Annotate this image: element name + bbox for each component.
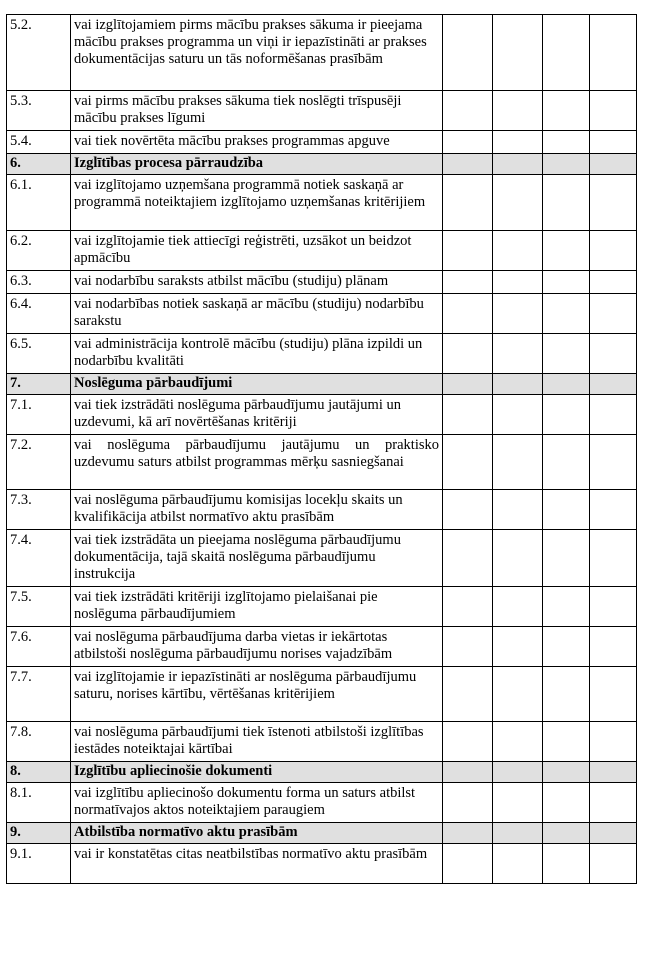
- answer-cell-4: [590, 530, 637, 587]
- answer-cell-4: [590, 844, 637, 884]
- answer-cell-2: [493, 722, 543, 762]
- table-row: [7, 627, 637, 667]
- answer-cell-3: [543, 154, 590, 175]
- answer-cell-3: [543, 374, 590, 395]
- section-row: [7, 374, 637, 395]
- item-number: 6.2.: [7, 231, 71, 271]
- answer-cell-3: [543, 131, 590, 154]
- table-row: [7, 667, 637, 722]
- item-number: 5.3.: [7, 91, 71, 131]
- answer-cell-2: [493, 334, 543, 374]
- answer-cell-1: [443, 395, 493, 435]
- item-number: 7.3.: [7, 490, 71, 530]
- table-row: [7, 175, 637, 231]
- item-number: 6.1.: [7, 175, 71, 231]
- answer-cell-2: [493, 844, 543, 884]
- answer-cell-4: [590, 175, 637, 231]
- table-row: [7, 783, 637, 823]
- item-number: 7.6.: [7, 627, 71, 667]
- item-text: vai nodarbību saraksts atbilst mācību (studiju) plānam: [71, 271, 443, 294]
- answer-cell-3: [543, 294, 590, 334]
- answer-cell-2: [493, 91, 543, 131]
- item-text: vai nodarbības notiek saskaņā ar mācību (studiju) nodarbību sarakstu: [71, 294, 443, 334]
- item-number: 8.1.: [7, 783, 71, 823]
- item-number: 5.2.: [7, 15, 71, 91]
- item-text: vai pirms mācību prakses sākuma tiek noslēgti trīspusēji mācību prakses līgumi: [71, 91, 443, 131]
- section-title: Izglītības procesa pārraudzība: [71, 154, 443, 175]
- item-number: 7.7.: [7, 667, 71, 722]
- answer-cell-4: [590, 91, 637, 131]
- section-title: Izglītību apliecinošie dokumenti: [71, 762, 443, 783]
- item-number: 7.1.: [7, 395, 71, 435]
- answer-cell-4: [590, 395, 637, 435]
- table-row: [7, 91, 637, 131]
- answer-cell-4: [590, 374, 637, 395]
- answer-cell-2: [493, 762, 543, 783]
- answer-cell-4: [590, 294, 637, 334]
- answer-cell-2: [493, 374, 543, 395]
- table-row: [7, 294, 637, 334]
- item-text: vai noslēguma pārbaudījuma darba vietas ir iekārtotas atbilstoši noslēguma pārbaudījumu norises vajadzībām: [71, 627, 443, 667]
- answer-cell-4: [590, 823, 637, 844]
- answer-cell-3: [543, 587, 590, 627]
- item-number: 7.: [7, 374, 71, 395]
- answer-cell-2: [493, 783, 543, 823]
- answer-cell-2: [493, 15, 543, 91]
- answer-cell-3: [543, 334, 590, 374]
- table-row: [7, 231, 637, 271]
- section-row: [7, 762, 637, 783]
- answer-cell-3: [543, 762, 590, 783]
- checklist-rows: [7, 15, 637, 884]
- answer-cell-4: [590, 587, 637, 627]
- answer-cell-3: [543, 175, 590, 231]
- section-title: Atbilstība normatīvo aktu prasībām: [71, 823, 443, 844]
- item-text: vai izglītojamie ir iepazīstināti ar noslēguma pārbaudījumu saturu, norises kārtību, vērtēšanas kritērijiem: [71, 667, 443, 722]
- answer-cell-4: [590, 435, 637, 490]
- table-row: [7, 395, 637, 435]
- answer-cell-3: [543, 91, 590, 131]
- answer-cell-2: [493, 667, 543, 722]
- table-row: [7, 490, 637, 530]
- answer-cell-1: [443, 334, 493, 374]
- answer-cell-3: [543, 231, 590, 271]
- answer-cell-1: [443, 530, 493, 587]
- document-page: [6, 14, 637, 884]
- answer-cell-2: [493, 175, 543, 231]
- answer-cell-2: [493, 627, 543, 667]
- item-number: 7.2.: [7, 435, 71, 490]
- answer-cell-1: [443, 131, 493, 154]
- answer-cell-1: [443, 435, 493, 490]
- answer-cell-4: [590, 490, 637, 530]
- answer-cell-3: [543, 435, 590, 490]
- answer-cell-2: [493, 530, 543, 587]
- answer-cell-2: [493, 435, 543, 490]
- answer-cell-4: [590, 131, 637, 154]
- answer-cell-4: [590, 231, 637, 271]
- item-text: vai tiek izstrādāta un pieejama noslēguma pārbaudījumu dokumentācija, tajā skaitā noslēguma pārbaudījumu instrukcija: [71, 530, 443, 587]
- answer-cell-4: [590, 334, 637, 374]
- item-text: vai izglītību apliecinošo dokumentu forma un saturs atbilst normatīvajos aktos noteiktajiem paraugiem: [71, 783, 443, 823]
- answer-cell-4: [590, 783, 637, 823]
- answer-cell-3: [543, 667, 590, 722]
- item-number: 8.: [7, 762, 71, 783]
- item-number: 9.: [7, 823, 71, 844]
- answer-cell-4: [590, 271, 637, 294]
- table-row: [7, 587, 637, 627]
- answer-cell-1: [443, 844, 493, 884]
- answer-cell-1: [443, 667, 493, 722]
- item-text: vai ir konstatētas citas neatbilstības normatīvo aktu prasībām: [71, 844, 443, 884]
- item-number: 7.5.: [7, 587, 71, 627]
- item-text: vai izglītojamie tiek attiecīgi reģistrēti, uzsākot un beidzot apmācību: [71, 231, 443, 271]
- item-number: 6.4.: [7, 294, 71, 334]
- item-text: vai tiek novērtēta mācību prakses programmas apguve: [71, 131, 443, 154]
- answer-cell-4: [590, 627, 637, 667]
- item-number: 6.3.: [7, 271, 71, 294]
- item-text: vai noslēguma pārbaudījumi tiek īstenoti atbilstoši izglītības iestādes noteiktajai kārtībai: [71, 722, 443, 762]
- item-text: vai izglītojamo uzņemšana programmā notiek saskaņā ar programmā noteiktajiem izglītojamo uzņemšanas kritērijiem: [71, 175, 443, 231]
- item-text: vai tiek izstrādāti kritēriji izglītojamo pielaišanai pie noslēguma pārbaudījumiem: [71, 587, 443, 627]
- answer-cell-4: [590, 15, 637, 91]
- answer-cell-2: [493, 131, 543, 154]
- answer-cell-3: [543, 395, 590, 435]
- table-row: [7, 271, 637, 294]
- answer-cell-2: [493, 490, 543, 530]
- answer-cell-1: [443, 627, 493, 667]
- table-row: [7, 435, 637, 490]
- answer-cell-3: [543, 823, 590, 844]
- answer-cell-1: [443, 231, 493, 271]
- item-number: 6.: [7, 154, 71, 175]
- table-row: [7, 131, 637, 154]
- answer-cell-3: [543, 490, 590, 530]
- answer-cell-2: [493, 231, 543, 271]
- answer-cell-2: [493, 271, 543, 294]
- item-text: vai administrācija kontrolē mācību (studiju) plāna izpildi un nodarbību kvalitāti: [71, 334, 443, 374]
- section-title: Noslēguma pārbaudījumi: [71, 374, 443, 395]
- answer-cell-3: [543, 844, 590, 884]
- answer-cell-3: [543, 627, 590, 667]
- answer-cell-1: [443, 175, 493, 231]
- answer-cell-1: [443, 722, 493, 762]
- answer-cell-1: [443, 271, 493, 294]
- answer-cell-4: [590, 154, 637, 175]
- table-row: [7, 722, 637, 762]
- item-number: 9.1.: [7, 844, 71, 884]
- answer-cell-1: [443, 294, 493, 334]
- section-row: [7, 823, 637, 844]
- answer-cell-3: [543, 783, 590, 823]
- answer-cell-2: [493, 395, 543, 435]
- answer-cell-1: [443, 374, 493, 395]
- answer-cell-1: [443, 15, 493, 91]
- answer-cell-1: [443, 154, 493, 175]
- answer-cell-4: [590, 667, 637, 722]
- item-number: 6.5.: [7, 334, 71, 374]
- item-text: vai noslēguma pārbaudījumu komisijas locekļu skaits un kvalifikācija atbilst normatīvo aktu prasībām: [71, 490, 443, 530]
- answer-cell-3: [543, 530, 590, 587]
- answer-cell-1: [443, 762, 493, 783]
- table-row: [7, 530, 637, 587]
- answer-cell-4: [590, 722, 637, 762]
- answer-cell-1: [443, 823, 493, 844]
- table-row: [7, 334, 637, 374]
- item-number: 7.8.: [7, 722, 71, 762]
- table-row: [7, 844, 637, 884]
- table-row: [7, 15, 637, 91]
- answer-cell-3: [543, 271, 590, 294]
- section-row: [7, 154, 637, 175]
- item-text: vai izglītojamiem pirms mācību prakses sākuma ir pieejama mācību prakses programma un viņi ir iepazīstināti ar prakses dokumentācijas saturu un tās noformēšanas prasībām: [71, 15, 443, 91]
- item-number: 7.4.: [7, 530, 71, 587]
- answer-cell-1: [443, 587, 493, 627]
- answer-cell-2: [493, 587, 543, 627]
- answer-cell-3: [543, 722, 590, 762]
- item-text: vai tiek izstrādāti noslēguma pārbaudījumu jautājumi un uzdevumi, kā arī novērtēšanas kritēriji: [71, 395, 443, 435]
- item-number: 5.4.: [7, 131, 71, 154]
- answer-cell-2: [493, 294, 543, 334]
- answer-cell-2: [493, 154, 543, 175]
- answer-cell-1: [443, 783, 493, 823]
- item-text: vai noslēguma pārbaudījumu jautājumu un praktisko uzdevumu saturs atbilst programmas mērķu sasniegšanai: [71, 435, 443, 490]
- answer-cell-1: [443, 91, 493, 131]
- answer-cell-1: [443, 490, 493, 530]
- checklist-table: [6, 14, 637, 884]
- answer-cell-3: [543, 15, 590, 91]
- answer-cell-4: [590, 762, 637, 783]
- answer-cell-2: [493, 823, 543, 844]
